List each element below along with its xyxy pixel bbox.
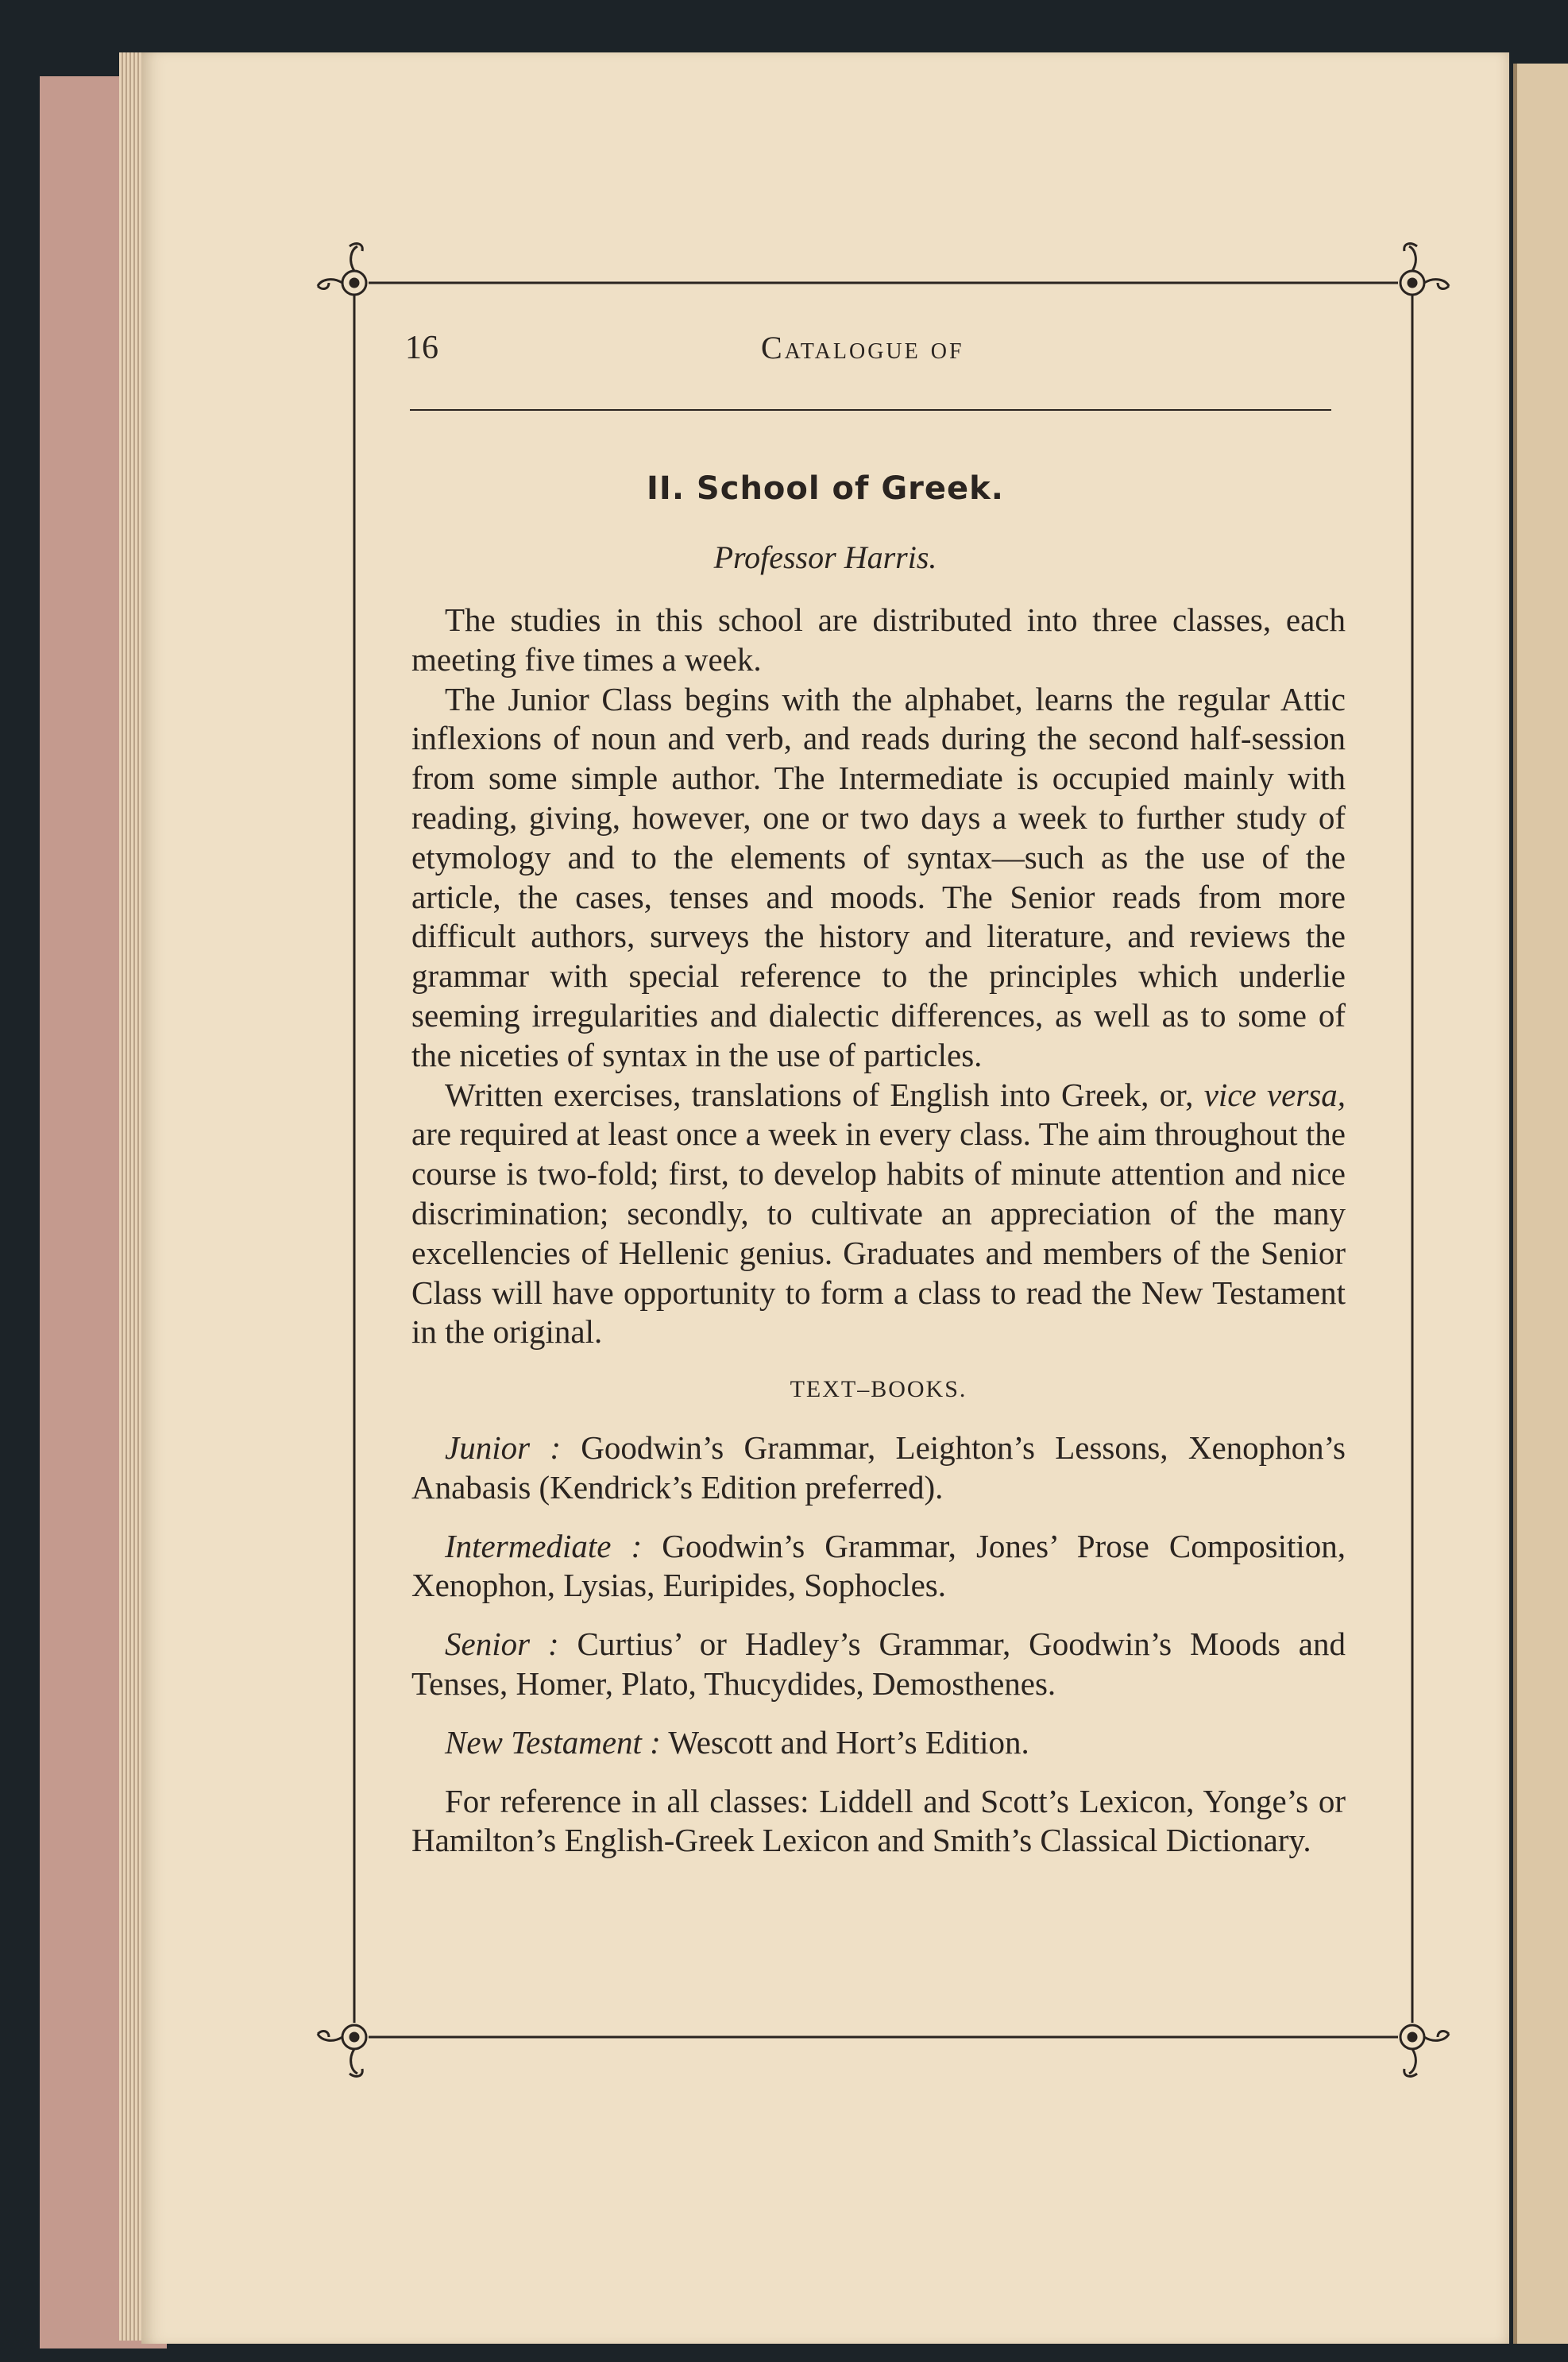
catalogue-page <box>141 52 1509 2344</box>
page-number: 16 <box>405 330 438 366</box>
textbook-new-testament: New Testament : Wescott and Hort’s Edition. <box>445 1723 1029 1761</box>
textbook-junior: Junior : Goodwin’s Grammar, Leighton’s Lessons, Xenophon’s Anabasis (Kendrick’s Edition preferred). <box>411 1428 1346 1506</box>
body-text <box>411 601 1346 1861</box>
reference-books: For reference in all classes: Liddell and Scott’s Lexicon, Yonge’s or Hamilton’s English-Greek Lexicon and Smith’s Classical Dictionary. <box>411 1782 1346 1859</box>
corner-ornament-tr <box>1400 244 1449 295</box>
textbook-senior: Senior : Curtius’ or Hadley’s Grammar, Goodwin’s Moods and Tenses, Homer, Plato, Thucydides, Demosthenes. <box>411 1626 1346 1702</box>
section-heading: II. School of Greek. <box>647 470 1004 507</box>
corner-ornament-bl <box>318 2025 366 2076</box>
paragraph-curriculum: The Junior Class begins with the alphabet, learns the regular Attic inflexions of noun and verb, and reads during the second half-session from some simple author. The Intermediate is occupied mainly with reading, giving, however, one or two days a week to further study of etymology and to the elements of syntax—such as the use of the article, the cases, tenses and moods. The Senior reads from more difficult authors, surveys the history and literature, and reviews the grammar with special reference to the principles which underlie seeming irregularities and dialectic differences, as well as to some of the niceties of syntax in the use of particles. <box>411 680 1346 1073</box>
corner-ornament-tl <box>318 244 366 295</box>
paragraph-classes: The studies in this school are distributed into three classes, each meeting five times a week. <box>411 601 1346 678</box>
professor-name: Professor Harris. <box>713 539 937 575</box>
paragraph-written-exercises: Written exercises, translations of English into Greek, or, vice versa, are required at least once a week in every class. The aim throughout the course is two-fold; first, to develop habits of minute attention and nice discrimination; secondly, to cultivate an appreciation of the many excellencies of Hellenic genius. Graduates and members of the Senior Class will have opportunity to form a class to read the New Testament in the original. <box>411 1076 1346 1351</box>
textbooks-heading: TEXT–BOOKS. <box>790 1376 967 1403</box>
textbook-intermediate: Intermediate : Goodwin’s Grammar, Jones’ Prose Composition, Xenophon, Lysias, Euripides, Sophocles. <box>411 1527 1346 1604</box>
running-title: Catalogue of <box>761 330 964 365</box>
facing-page-edge <box>1513 64 1568 2344</box>
corner-ornament-br <box>1400 2025 1449 2076</box>
